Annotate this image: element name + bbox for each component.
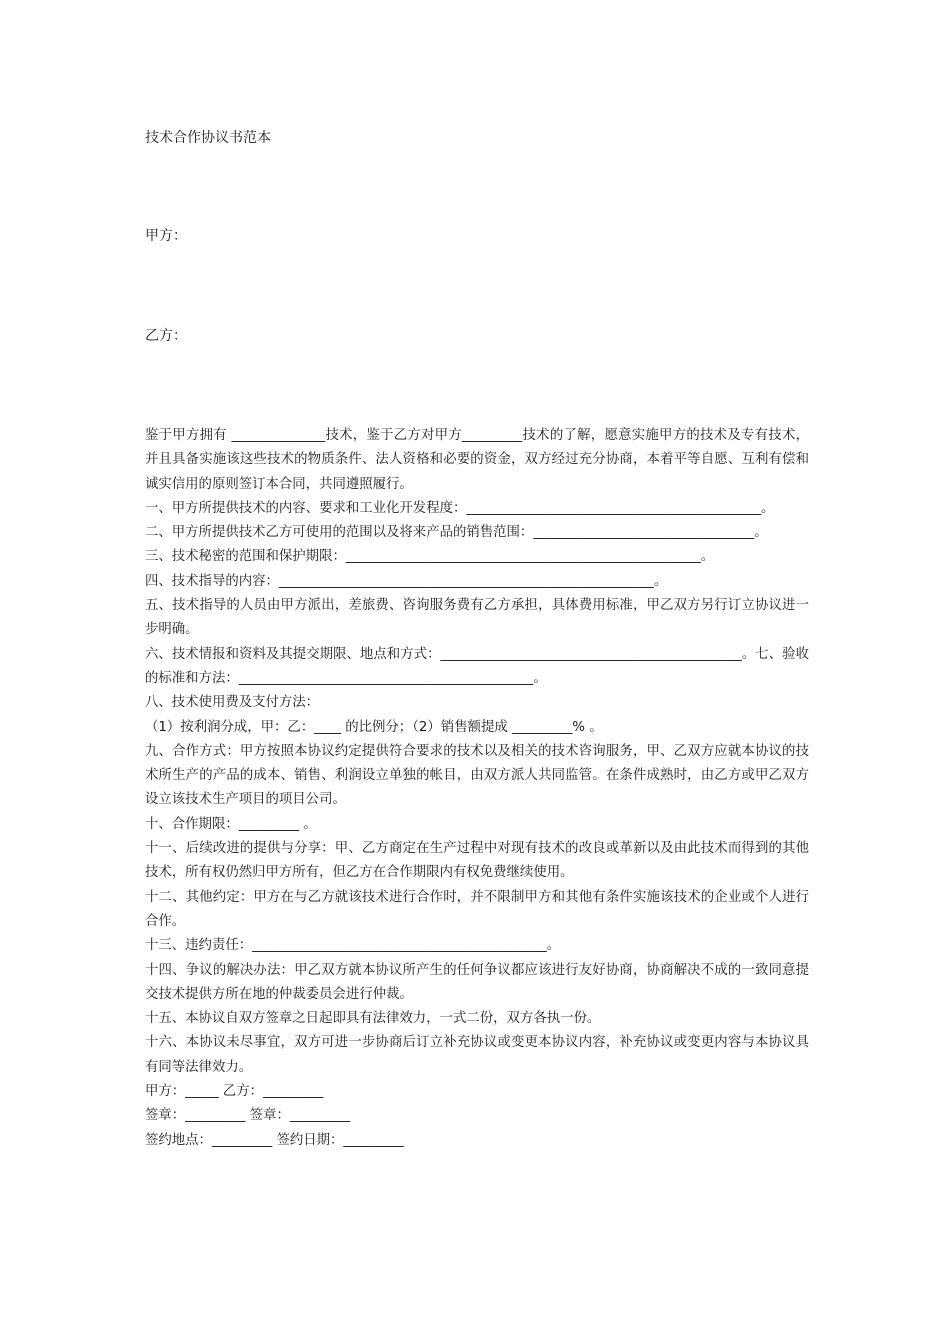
clause-16: 十六、本协议未尽事宜，双方可进一步协商后订立补充协议或变更本协议内容，补充协议或变更内容与本协议具有同等法律效力。 <box>145 1035 809 1075</box>
signature-place-date: 签约地点：_________ 签约日期：_________ <box>145 1132 404 1148</box>
clause-4: 四、技术指导的内容：________________________________________________________。 <box>145 573 668 589</box>
preamble-paragraph: 鉴于甲方拥有 ______________技术，鉴于乙方对甲方_________技术的了解，愿意实施甲方的技术及专有技术，并且具备实施该这些技术的物质条件、法人资格和必要的资金，双方经过充分协商，本着平等自愿、互利有偿和诚实信用的原则签订本合同，共同遵照履行。 <box>145 428 809 492</box>
clause-1: 一、甲方所提供技术的内容、要求和工业化开发程度：____________________________________________。 <box>145 500 775 516</box>
clause-15: 十五、本协议自双方签章之日起即具有法律效力，一式二份，双方各执一份。 <box>145 1011 601 1027</box>
document-title: 技术合作协议书范本 <box>145 130 271 146</box>
clause-5: 五、技术指导的人员由甲方派出，差旅费、咨询服务费有乙方承担，具体费用标准，甲乙双方另行订立协议进一步明确。 <box>145 598 809 638</box>
agreement-body <box>145 424 809 1153</box>
clause-6-7: 六、技术情报和资料及其提交期限、地点和方式：_____________________________________________。七、验收的标准和方法：____________________________________________。 <box>145 646 809 686</box>
clause-13: 十三、违约责任：____________________________________________。 <box>145 938 561 954</box>
signature-parties: 甲方：_____ 乙方：_________ <box>145 1084 324 1100</box>
clause-10: 十、合作期限：_________ 。 <box>145 816 317 832</box>
signature-seals: 签章：_________ 签章：_________ <box>145 1108 351 1124</box>
party-a-label: 甲方： <box>145 228 187 244</box>
clause-14: 十四、争议的解决办法：甲乙双方就本协议所产生的任何争议都应该进行友好协商，协商解决不成的一致同意提交技术提供方所在地的仲裁委员会进行仲裁。 <box>145 962 809 1002</box>
clause-9: 九、合作方式：甲方按照本协议约定提供符合要求的技术以及相关的技术咨询服务，甲、乙双方应就本协议的技术所生产的产品的成本、销售、利润设立单独的帐目，由双方派人共同监管。在条件成熟时，由乙方或甲乙双方设立该技术生产项目的项目公司。 <box>145 743 809 808</box>
party-b-label: 乙方： <box>145 328 187 344</box>
clause-2: 二、甲方所提供技术乙方可使用的范围以及将来产品的销售范围：_________________________________。 <box>145 525 768 541</box>
clause-8-payment-options: （1）按利润分成，甲：乙：____ 的比例分；（2）销售额提成 _________% 。 <box>145 719 603 735</box>
clause-3: 三、技术秘密的范围和保护期限：_____________________________________________________。 <box>145 549 715 565</box>
clause-8: 八、技术使用费及支付方法： <box>145 695 320 711</box>
clause-12: 十二、其他约定：甲方在与乙方就该技术进行合作时，并不限制甲方和其他有条件实施该技术的企业或个人进行合作。 <box>145 889 809 929</box>
clause-11: 十一、后续改进的提供与分享：甲、乙方商定在生产过程中对现有技术的改良或革新以及由此技术而得到的其他技术，所有权仍然归甲方所有，但乙方在合作期限内有权免费继续使用。 <box>145 841 809 881</box>
